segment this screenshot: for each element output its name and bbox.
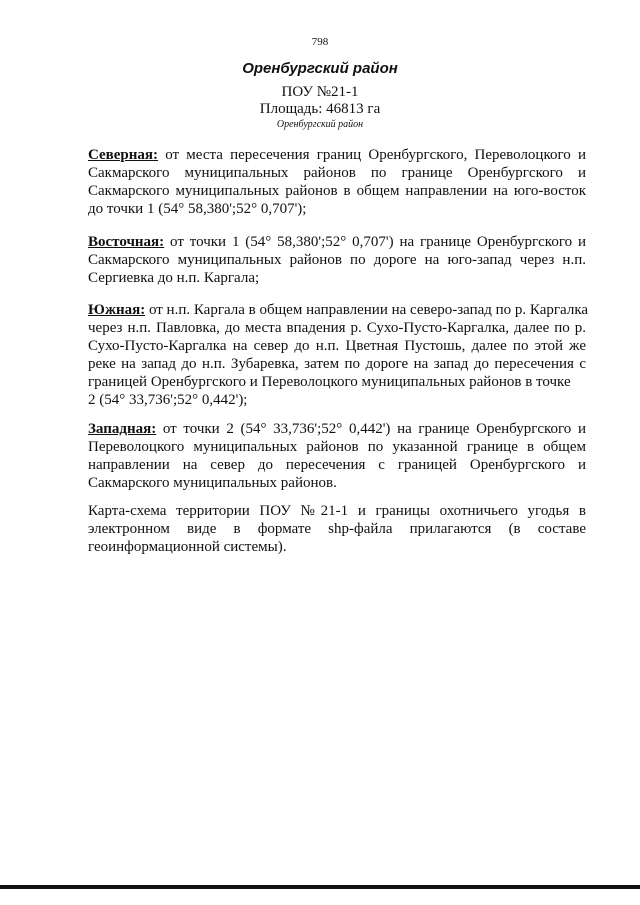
map-note-line-3: геоинформационной системы).	[88, 539, 287, 555]
north-line-4: до точки 1 (54° 58,380';52° 0,707');	[88, 201, 307, 217]
map-note-line-1: Карта-схема территории ПОУ №21-1 и границы охотничьего угодья в	[88, 503, 586, 519]
north-boundary-heading: Северная:	[88, 147, 159, 163]
west-line-1: от точки 2 (54° 33,736';52° 0,442') на границе Оренбургского и	[156, 421, 586, 437]
south-line-2: через н.п. Павловка, до места впадения р. Сухо-Пусто-Каргалка, далее по р.	[88, 320, 586, 336]
south-boundary-paragraph	[88, 301, 589, 409]
east-line-2: Сакмарского муниципальных районов по дороге на юго-запад через н.п.	[88, 252, 586, 268]
west-line-3: направлении на север до пересечения с границей Оренбургского и	[88, 457, 586, 473]
north-line-1: от места пересечения границ Оренбургского, Переволоцкого и	[158, 147, 586, 163]
south-line-1: от н.п. Каргала в общем направлении на северо-запад по р. Каргалка	[145, 302, 589, 318]
west-line-2: Переволоцкого муниципальных районов по указанной границе в общем	[88, 439, 586, 455]
map-note-line-2: электронном виде в формате shp-файла прилагаются (в составе	[88, 521, 586, 537]
south-line-6: 2 (54° 33,736';52° 0,442');	[88, 392, 248, 408]
east-line-1: от точки 1 (54° 58,380';52° 0,707') на границе Оренбургского и	[164, 234, 586, 250]
west-line-4: Сакмарского муниципальных районов.	[88, 475, 337, 491]
east-line-3: Сергиевка до н.п. Каргала;	[88, 270, 260, 286]
map-note-paragraph	[88, 502, 586, 556]
pou-number: ПОУ №21-1	[281, 84, 359, 100]
area-value: Площадь: 46813 га	[259, 101, 381, 117]
south-line-3: Сухо-Пусто-Каргалка на север до н.п. Цветная Пустошь, далее по этой же	[88, 338, 586, 354]
east-boundary-heading: Восточная:	[88, 234, 165, 250]
district-title: Оренбургский район	[242, 60, 398, 77]
bottom-rule	[0, 885, 640, 889]
page-number: 798	[311, 36, 329, 48]
south-line-4: реке на запад до н.п. Зубаревка, затем по дороге на запад до пересечения с	[88, 356, 586, 372]
north-boundary-paragraph	[88, 146, 586, 218]
west-boundary-heading: Западная:	[88, 421, 157, 437]
south-line-5: границей Оренбургского и Переволоцкого муниципальных районов в точке	[88, 374, 571, 390]
district-subtitle: Оренбургский район	[276, 119, 364, 130]
north-line-2: Сакмарского муниципальных районов по границе Оренбургского и	[88, 165, 586, 181]
west-boundary-paragraph	[88, 420, 586, 492]
east-boundary-paragraph	[88, 233, 586, 287]
north-line-3: Сакмарского муниципальных районов в общем направлении на юго-восток	[88, 183, 586, 199]
south-boundary-heading: Южная:	[88, 302, 146, 318]
